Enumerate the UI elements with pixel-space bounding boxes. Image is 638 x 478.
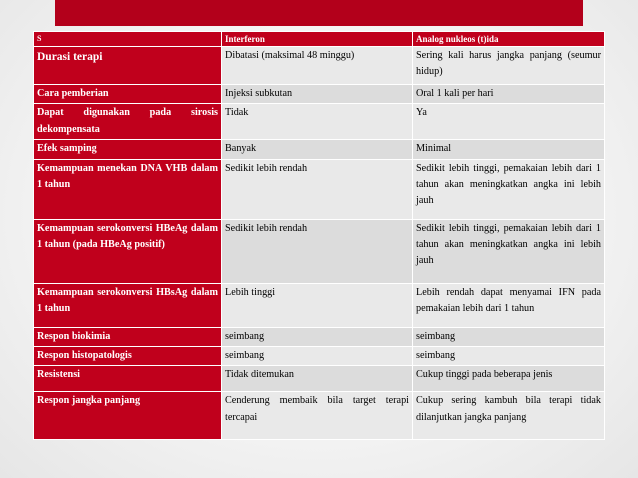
- row-label: Resistensi: [34, 366, 222, 392]
- interferon-cell: seimbang: [222, 327, 413, 346]
- interferon-cell: Tidak: [222, 104, 413, 140]
- row-label: Respon biokimia: [34, 327, 222, 346]
- interferon-cell: Dibatasi (maksimal 48 minggu): [222, 47, 413, 85]
- table-row: [34, 346, 605, 365]
- header-analog: Analog nukleos (t)ida: [413, 32, 605, 47]
- row-label: Kemampuan serokonversi HBsAg dalam 1 tahun: [34, 283, 222, 327]
- table-row: [34, 283, 605, 327]
- header-row: [34, 32, 605, 47]
- table-row: [34, 47, 605, 85]
- interferon-cell: seimbang: [222, 346, 413, 365]
- table-row: [34, 366, 605, 392]
- interferon-cell: Tidak ditemukan: [222, 366, 413, 392]
- row-label: Kemampuan menekan DNA VHB dalam 1 tahun: [34, 159, 222, 219]
- analog-cell: Sedikit lebih tinggi, pemakaian lebih dari 1 tahun akan meningkatkan angka ini lebih jauh: [413, 219, 605, 283]
- interferon-cell: Cenderung membaik bila target terapi tercapai: [222, 392, 413, 440]
- analog-cell: Oral 1 kali per hari: [413, 85, 605, 104]
- interferon-cell: Sedikit lebih rendah: [222, 159, 413, 219]
- analog-cell: Sering kali harus jangka panjang (seumur hidup): [413, 47, 605, 85]
- interferon-cell: Lebih tinggi: [222, 283, 413, 327]
- table-row: [34, 85, 605, 104]
- row-label: Dapat digunakan pada sirosis dekompensata: [34, 104, 222, 140]
- interferon-cell: Injeksi subkutan: [222, 85, 413, 104]
- row-label: Respon histopatologis: [34, 346, 222, 365]
- table-row: [34, 392, 605, 440]
- header-corner: S: [34, 32, 222, 47]
- analog-cell: Ya: [413, 104, 605, 140]
- row-label: Respon jangka panjang: [34, 392, 222, 440]
- header-interferon: Interferon: [222, 32, 413, 47]
- table-row: [34, 327, 605, 346]
- analog-cell: Cukup sering kambuh bila terapi tidak dilanjutkan jangka panjang: [413, 392, 605, 440]
- comparison-table: [33, 31, 605, 440]
- table-row: [34, 159, 605, 219]
- interferon-cell: Sedikit lebih rendah: [222, 219, 413, 283]
- row-label: Kemampuan serokonversi HBeAg dalam 1 tahun (pada HBeAg positif): [34, 219, 222, 283]
- analog-cell: seimbang: [413, 327, 605, 346]
- analog-cell: Cukup tinggi pada beberapa jenis: [413, 366, 605, 392]
- row-label: Cara pemberian: [34, 85, 222, 104]
- interferon-cell: Banyak: [222, 140, 413, 159]
- row-label: Durasi terapi: [34, 47, 222, 85]
- title-banner: [55, 0, 583, 26]
- analog-cell: seimbang: [413, 346, 605, 365]
- analog-cell: Minimal: [413, 140, 605, 159]
- row-label: Efek samping: [34, 140, 222, 159]
- table-row: [34, 104, 605, 140]
- analog-cell: Sedikit lebih tinggi, pemakaian lebih dari 1 tahun akan meningkatkan angka ini lebih jauh: [413, 159, 605, 219]
- analog-cell: Lebih rendah dapat menyamai IFN pada pemakaian lebih dari 1 tahun: [413, 283, 605, 327]
- table-row: [34, 219, 605, 283]
- table-row: [34, 140, 605, 159]
